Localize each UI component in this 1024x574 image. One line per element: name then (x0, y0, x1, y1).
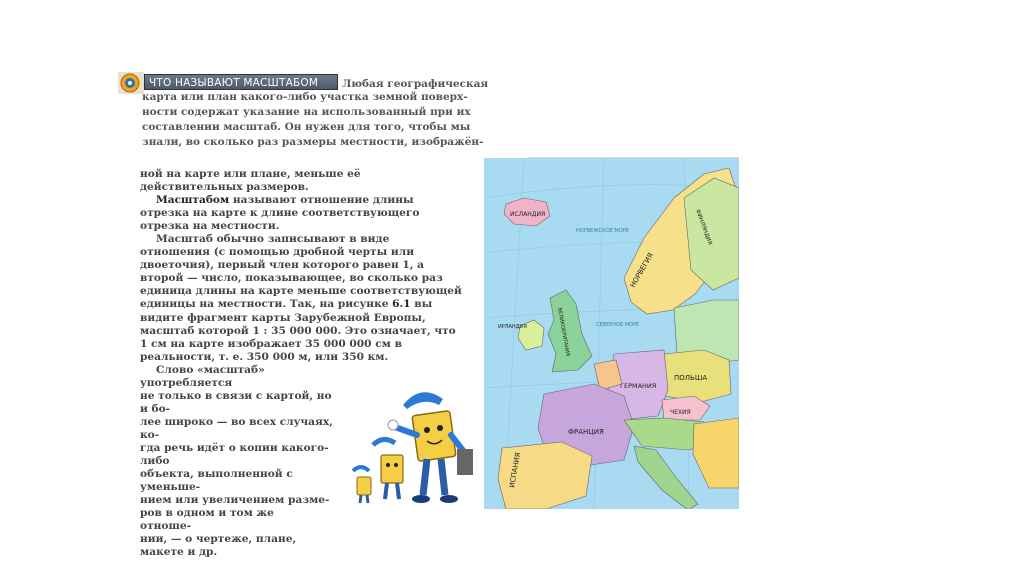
paragraph-continuation: ной на карте или плане, меньше её действительных размеров. (140, 168, 361, 194)
label-iceland: ИСЛАНДИЯ (510, 211, 546, 218)
label-spain: ИСПАНИЯ (508, 451, 523, 489)
medium-mascot (373, 439, 403, 499)
label-poland: ПОЛЬША (674, 374, 708, 382)
paragraph-word-scale-line: объекта, выполненной с уменьше- (140, 468, 293, 494)
paragraph-scale-notation (140, 233, 462, 363)
section-marker-icon (118, 72, 144, 94)
label-norwegian-sea: НОРВЕЖСКОЕ МОРЕ (576, 228, 629, 234)
paragraph-word-scale-line: нием или увеличением разме- (140, 494, 330, 507)
paragraph-word-scale-line: не только в связи с картой, но и бо- (140, 389, 332, 415)
intro-line: составлении масштаб. Он нужен для того, чтобы мы (142, 121, 471, 133)
label-uk: ВЕЛИКОБРИТАНИЯ (556, 307, 571, 357)
paragraph-word-scale-line: нии, — о чертеже, плане, (140, 533, 297, 546)
europe-map (484, 158, 739, 509)
scale-text-start: Масштаб обычно записывают в виде отношения (с помощью дробной черты или двоеточия), первый член которого равен 1, а второй — число, показывающее, во сколько раз единица длины на карте меньше соответствующей единицы на местности. Так, на рисунке (140, 233, 462, 311)
label-france: ФРАНЦИЯ (568, 428, 604, 436)
definition-text: называют отношение длины отрезка на карте к длине соответствующего отрезка на местности. (140, 194, 420, 233)
section-heading: ЧТО НАЗЫВАЮТ МАСШТАБОМ (144, 74, 338, 90)
intro-line: карта или план какого-либо участка земной поверх- (142, 91, 468, 103)
label-germany: ГЕРМАНИЯ (620, 382, 657, 390)
paragraph-word-scale: Слово «масштаб» употребляется (140, 363, 265, 389)
scale-text-end: вы видите фрагмент карты Зарубежной Европы, масштаб которой 1 : 35 000 000. Это означает, что 1 см на карте изображает 35 000 000 см в реальности, т. е. 350 000 м, или 350 км. (140, 298, 456, 363)
intro-line: знали, во сколько раз размеры местности, изображён- (142, 136, 484, 148)
paragraph-definition (140, 194, 462, 233)
paragraph-word-scale-line: ров в одном и том же отноше- (140, 507, 274, 533)
small-mascot (353, 467, 371, 503)
definition-term: Масштабом (156, 194, 230, 207)
label-ireland: ИРЛАНДИЯ (498, 324, 527, 330)
large-mascot (388, 392, 473, 503)
intro-paragraph-block (118, 70, 489, 156)
paragraph-word-scale-line: гда речь идёт о копии какого-либо (140, 441, 329, 468)
label-north-sea: СЕВЕРНОЕ МОРЕ (596, 322, 640, 328)
intro-first-line: Любая географическая (342, 78, 489, 90)
mascot-illustration (345, 375, 487, 507)
paragraph-word-scale-line: макете и др. (140, 546, 218, 559)
paragraph-word-scale-line: лее широко — во всех случаях, ко- (140, 415, 333, 441)
label-norway: НОРВЕГИЯ (628, 251, 656, 289)
label-finland: ФИНЛЯНДИЯ (694, 208, 713, 246)
figure-ref: 6.1 (392, 298, 411, 311)
intro-line: ности содержат указание на использованный при их (142, 106, 471, 118)
label-czech: ЧЕХИЯ (670, 409, 691, 416)
